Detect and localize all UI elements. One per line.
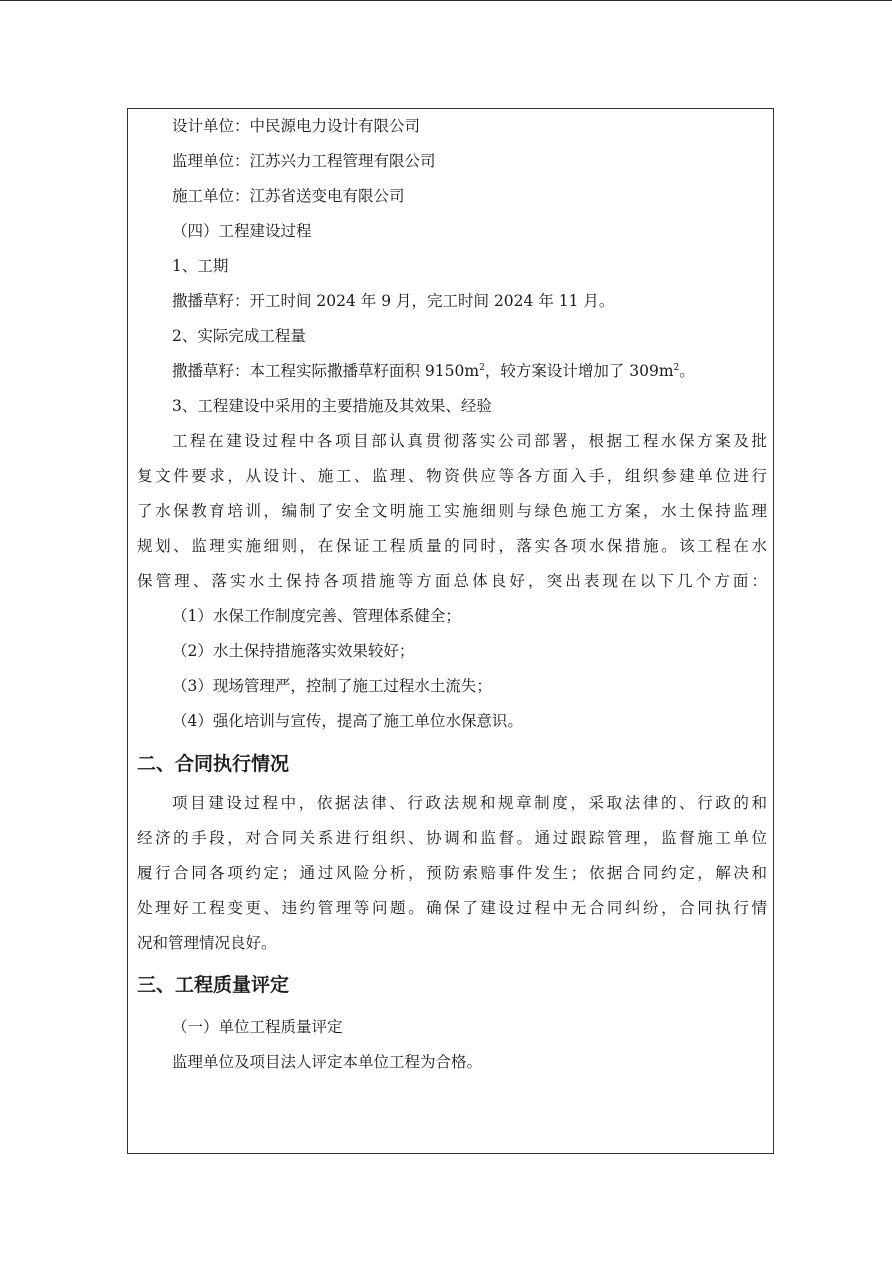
area-unit-superscript: 2 xyxy=(479,362,485,373)
quantity-text-c: 。 xyxy=(679,362,695,380)
page-top-rule xyxy=(0,0,892,1)
construction-process-heading: （四）工程建设过程 xyxy=(172,222,312,240)
quality-subheading: （一）单位工程质量评定 xyxy=(172,1018,343,1036)
measures-paragraph-line: 保管理、落实水土保持各项措施等方面总体良好，突出表现在以下几个方面： xyxy=(137,572,767,590)
area-unit-superscript: 2 xyxy=(673,362,680,373)
measures-paragraph-line: 工程在建设过程中各项目部认真贯彻落实公司部署，根据工程水保方案及批 xyxy=(172,432,767,450)
measures-heading: 3、工程建设中采用的主要措施及其效果、经验 xyxy=(172,397,492,415)
design-unit-line: 设计单位：中民源电力设计有限公司 xyxy=(172,117,421,135)
contract-paragraph-line: 况和管理情况良好。 xyxy=(137,934,277,952)
point-item: （4）强化培训与宣传，提高了施工单位水保意识。 xyxy=(172,712,523,730)
contract-paragraph-line: 履行合同各项约定；通过风险分析，预防索赔事件发生；依据合同约定，解决和 xyxy=(137,864,767,882)
quantity-text-a: 撒播草籽：本工程实际撒播草籽面积 9150m xyxy=(172,362,480,380)
contract-paragraph-line: 项目建设过程中，依据法律、行政法规和规章制度，采取法律的、行政的和 xyxy=(172,794,767,812)
period-heading: 1、工期 xyxy=(172,257,229,275)
measures-paragraph-line: 规划、监理实施细则，在保证工程质量的同时，落实各项水保措施。该工程在水 xyxy=(137,537,767,555)
quantity-heading: 2、实际完成工程量 xyxy=(172,327,306,345)
point-item: （2）水土保持措施落实效果较好； xyxy=(172,642,415,660)
supervision-unit-line: 监理单位：江苏兴力工程管理有限公司 xyxy=(172,152,436,170)
point-item: （3）现场管理严，控制了施工过程水土流失； xyxy=(172,677,492,695)
period-text: 撒播草籽：开工时间 2024 年 9 月，完工时间 2024 年 11 月。 xyxy=(172,292,615,310)
measures-paragraph-line: 复文件要求，从设计、施工、监理、物资供应等各方面入手，组织参建单位进行 xyxy=(137,467,767,485)
section-heading-contract: 二、合同执行情况 xyxy=(137,753,290,775)
section-heading-quality: 三、工程质量评定 xyxy=(137,974,290,996)
contract-paragraph-line: 经济的手段，对合同关系进行组织、协调和监督。通过跟踪管理，监督施工单位 xyxy=(137,829,767,847)
measures-paragraph-line: 了水保教育培训，编制了安全文明施工实施细则与绿色施工方案，水土保持监理 xyxy=(137,502,767,520)
quantity-text-b: ，较方案设计增加了 309m xyxy=(484,362,674,380)
construction-unit-line: 施工单位：江苏省送变电有限公司 xyxy=(172,187,405,205)
quantity-text xyxy=(172,361,695,381)
quality-text: 监理单位及项目法人评定本单位工程为合格。 xyxy=(172,1053,483,1071)
point-item: （1）水保工作制度完善、管理体系健全； xyxy=(172,607,461,625)
contract-paragraph-line: 处理好工程变更、违约管理等问题。确保了建设过程中无合同纠纷，合同执行情 xyxy=(137,899,767,917)
